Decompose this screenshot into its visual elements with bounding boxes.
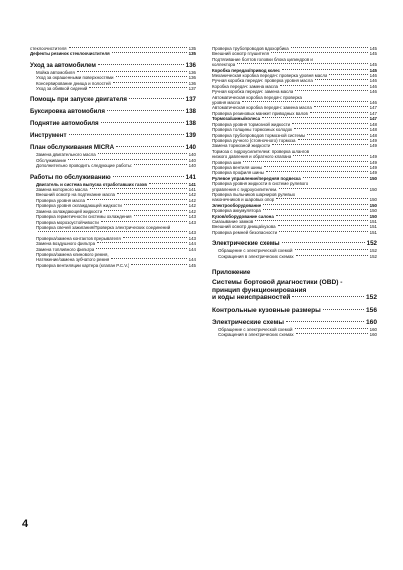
toc-entry-title: Дефекты резинок стеклоочистителя bbox=[30, 51, 110, 57]
toc-page-number: 150 bbox=[369, 175, 377, 181]
toc-entry-title: Тормоза/шины/колеса bbox=[212, 116, 261, 122]
toc-page-number: 138 bbox=[185, 108, 196, 116]
toc-entry[interactable] bbox=[212, 230, 377, 235]
dot-leader bbox=[104, 210, 187, 211]
dot-leader bbox=[69, 47, 187, 48]
toc-entry-title: План обслуживания MICRA bbox=[30, 144, 115, 152]
toc-entry-title: Уход за автомобилем bbox=[30, 61, 96, 69]
toc-right-column bbox=[212, 46, 377, 338]
toc-entry-title: Двигатель и система выпуска отработавших газов bbox=[36, 181, 147, 187]
dot-leader bbox=[90, 188, 187, 189]
toc-entry[interactable] bbox=[212, 254, 377, 259]
toc-page-number: 143 bbox=[188, 214, 196, 220]
dot-leader bbox=[112, 52, 187, 53]
dot-leader bbox=[296, 255, 368, 256]
page-number: 4 bbox=[22, 518, 29, 530]
toc-entry-title: Замена топливного фильтра bbox=[36, 246, 95, 252]
dot-leader bbox=[286, 321, 364, 322]
toc-heading[interactable] bbox=[30, 144, 196, 151]
toc-heading[interactable] bbox=[30, 96, 196, 103]
dot-leader bbox=[295, 90, 367, 91]
toc-page-number: 160 bbox=[369, 332, 377, 338]
toc-entry-title: Проверка трубопроводов вдохорбика bbox=[212, 46, 289, 51]
toc-entry-title: Поднятие автомобиля bbox=[30, 120, 99, 128]
toc-entry-title: Подтягивание болтов головки блока цилиндров и bbox=[212, 56, 313, 62]
dot-leader bbox=[131, 264, 186, 265]
toc-entry-title: принцип функционирования bbox=[212, 286, 307, 294]
toc-page-number: 152 bbox=[366, 240, 377, 248]
toc-page-number: 151 bbox=[369, 229, 377, 235]
toc-page-number: 160 bbox=[365, 319, 377, 327]
toc-entry-title: Коробка передач/привод колес bbox=[212, 67, 280, 73]
dot-leader bbox=[117, 193, 187, 194]
toc-page-number: 141 bbox=[188, 181, 196, 187]
toc-page-number: 150 bbox=[369, 213, 377, 219]
toc-entry-title: Проверка вентиля шины bbox=[212, 164, 263, 170]
toc-entry[interactable] bbox=[30, 263, 196, 268]
dot-leader bbox=[307, 134, 368, 135]
toc-page-number: 146 bbox=[369, 73, 377, 79]
dot-leader bbox=[323, 309, 364, 310]
toc-page-number: 149 bbox=[369, 159, 377, 165]
toc-page-number: 143 bbox=[188, 219, 196, 225]
toc-page-number: 136 bbox=[188, 69, 196, 75]
toc-entry-title: управления с гидроусилителем. bbox=[212, 186, 278, 192]
dot-leader bbox=[329, 74, 367, 75]
toc-page-number: 137 bbox=[188, 86, 196, 92]
toc-entry-text: Проверка свечей зажигания/Проверка электрических соединений bbox=[36, 224, 171, 230]
dot-leader bbox=[111, 258, 186, 259]
toc-page-number: 136 bbox=[188, 80, 196, 86]
toc-entry-title: Уход за обивкой сидений bbox=[36, 86, 88, 92]
toc-entry-title: Сокращения в электрических схемах bbox=[218, 253, 294, 259]
toc-entry-title: Проверка уровня масла bbox=[36, 197, 85, 203]
toc-entry-title: коллектора bbox=[212, 62, 236, 68]
toc-page-number: 146 bbox=[369, 78, 377, 84]
dot-leader bbox=[294, 128, 368, 129]
dot-leader bbox=[68, 159, 186, 160]
toc-entry-title: Проверка морозоустойчивости bbox=[36, 219, 99, 225]
dot-leader bbox=[263, 209, 368, 210]
toc-page-number: 140 bbox=[188, 157, 196, 163]
dot-leader bbox=[242, 101, 368, 102]
toc-page-number: 144 bbox=[188, 246, 196, 252]
toc-entry-title: Системы бортовой диагностики (OBD) - bbox=[212, 279, 343, 287]
toc-page-number: 146 bbox=[369, 83, 377, 89]
dot-leader bbox=[98, 64, 184, 65]
dot-leader bbox=[279, 188, 367, 189]
toc-page-number: 143 bbox=[188, 230, 196, 236]
toc-page-number: 139 bbox=[185, 132, 196, 140]
toc-entry-title: Проверка ручного (стояночного) тормоза bbox=[212, 137, 296, 143]
toc-entry-title: Проверка аккумулятора bbox=[212, 208, 261, 214]
toc-heading[interactable] bbox=[212, 307, 377, 315]
dot-leader bbox=[296, 333, 368, 334]
dot-leader bbox=[282, 69, 368, 70]
toc-entry-title: Проверка трубопроводов тормозной системы bbox=[212, 132, 306, 138]
toc-entry-title: Проверка уровня жидкости в системе рулевого bbox=[212, 181, 309, 187]
toc-entry-title: наконечников и шаровых опор bbox=[212, 197, 275, 203]
toc-entry-title: Автоматическая коробка передач: замена масла bbox=[212, 105, 312, 111]
toc-page-number: 152 bbox=[369, 248, 377, 254]
toc-entry-title: Обращение с электрической схемой bbox=[218, 327, 293, 332]
toc-page-number: 144 bbox=[188, 257, 196, 263]
toc-page-number: 150 bbox=[369, 197, 377, 203]
toc-page-number: 140 bbox=[188, 163, 196, 169]
dot-leader bbox=[87, 199, 187, 200]
toc-left-column bbox=[30, 46, 196, 268]
toc-entry-title: Помощь при запуске двигателя bbox=[30, 96, 127, 104]
toc-heading[interactable] bbox=[30, 62, 196, 69]
dot-leader bbox=[262, 117, 368, 118]
toc-entry-title: и коды неисправностей bbox=[212, 294, 291, 302]
toc-page-number: 136 bbox=[185, 61, 196, 69]
toc-page-number: 148 bbox=[369, 121, 377, 127]
dot-leader bbox=[266, 171, 368, 172]
toc-entry-title: Дополнительно проводить следующие работы: bbox=[36, 163, 133, 169]
toc-page-number: 148 bbox=[369, 127, 377, 133]
toc-page-number: 145 bbox=[369, 46, 377, 51]
toc-entry-title: стеклоочистителя bbox=[30, 46, 67, 51]
toc-page-number: 141 bbox=[185, 173, 196, 181]
toc-entry-title: Буксировка автомобиля bbox=[30, 108, 105, 116]
dot-leader bbox=[116, 76, 187, 77]
toc-page-number: 148 bbox=[369, 132, 377, 138]
toc-entry-title: Замена воздушного фильтра bbox=[36, 241, 96, 247]
toc-entry-title: Проверка резиновых манжет приводных валов bbox=[212, 110, 308, 116]
dot-leader bbox=[314, 106, 368, 107]
dot-leader bbox=[98, 153, 187, 154]
dot-leader bbox=[101, 122, 184, 123]
toc-entry-title: Проверка вентиляции картера (клапан P.C.V.) bbox=[36, 262, 130, 268]
toc-entry-title: Автоматическая коробка передач: проверка bbox=[212, 94, 302, 100]
dot-leader bbox=[69, 134, 184, 135]
toc-entry-title: Замена тормозной жидкости bbox=[212, 143, 271, 149]
dot-leader bbox=[282, 242, 365, 243]
dot-leader bbox=[292, 296, 364, 297]
dot-leader bbox=[124, 204, 187, 205]
toc-page-number: 143 bbox=[188, 235, 196, 241]
toc-page-number: 145 bbox=[369, 67, 377, 73]
toc-entry-title: Ручная коробка передач: проверка уровня масла bbox=[212, 78, 313, 84]
toc-page-number: 146 bbox=[369, 100, 377, 106]
toc-page-number: 152 bbox=[369, 253, 377, 259]
dot-leader bbox=[255, 220, 367, 221]
toc-page-number: 142 bbox=[188, 203, 196, 209]
toc-page-number: 151 bbox=[369, 219, 377, 224]
toc-page-number: 138 bbox=[185, 120, 196, 128]
toc-page-number: 151 bbox=[369, 224, 377, 230]
toc-heading[interactable] bbox=[212, 279, 377, 287]
toc-heading[interactable] bbox=[30, 108, 196, 115]
dot-leader bbox=[149, 183, 187, 184]
dot-leader bbox=[116, 146, 184, 147]
dot-leader bbox=[293, 155, 367, 156]
toc-page-number: 147 bbox=[369, 116, 377, 122]
dot-leader bbox=[298, 139, 368, 140]
toc-entry-title: Электрооборудование bbox=[212, 202, 262, 208]
toc-heading[interactable] bbox=[30, 174, 196, 181]
toc-entry-title: Коробка передач: замена масла bbox=[212, 83, 278, 89]
toc-entry-title: Уход за окрашенными поверхностями bbox=[36, 75, 114, 81]
toc-page-number: 137 bbox=[185, 96, 196, 104]
toc-entry-title: Замена моторного масла bbox=[36, 187, 88, 193]
toc-entry-title: Натяжение/замена зубчатого ремня bbox=[36, 257, 110, 263]
dot-leader bbox=[101, 221, 187, 222]
dot-leader bbox=[292, 123, 368, 124]
toc-page-number: 149 bbox=[369, 154, 377, 160]
toc-heading[interactable] bbox=[30, 120, 196, 127]
toc-page-number: 135 bbox=[188, 46, 196, 51]
dot-leader bbox=[272, 144, 367, 145]
toc-entry-title: Замена охлаждающей жидкости bbox=[36, 208, 103, 214]
toc-page-number: 136 bbox=[188, 75, 196, 81]
toc-page-number: 141 bbox=[188, 187, 196, 193]
toc-entry-title: Консервирование днища и полостей bbox=[36, 80, 111, 86]
toc-page-number: 145 bbox=[369, 62, 377, 68]
toc-entry[interactable] bbox=[30, 163, 196, 168]
toc-page-number: 135 bbox=[188, 51, 196, 57]
toc-entry-title: Тормоза с гидроусилителем: проверка шлангов bbox=[212, 148, 310, 154]
toc-page-number: 149 bbox=[369, 164, 377, 170]
toc-page-number: 147 bbox=[369, 110, 377, 116]
dot-leader bbox=[303, 177, 368, 178]
toc-heading[interactable] bbox=[212, 319, 377, 327]
dot-leader bbox=[310, 112, 368, 113]
toc-page-number: 149 bbox=[369, 170, 377, 176]
toc-entry-title: Механическая коробка передач: проверка уровня масла bbox=[212, 73, 328, 79]
dot-leader bbox=[38, 231, 187, 232]
dot-leader bbox=[237, 63, 368, 64]
dot-leader bbox=[123, 237, 187, 238]
dot-leader bbox=[279, 231, 368, 232]
toc-entry-title: Проверка толщины тормозных колодок bbox=[212, 127, 293, 133]
toc-heading[interactable] bbox=[212, 240, 377, 247]
toc-section-label: Приложение bbox=[212, 269, 251, 277]
toc-page-number: 144 bbox=[188, 241, 196, 247]
toc-entry-title: Внешний осмотр днища/кузова bbox=[212, 224, 276, 230]
toc-entry-title: Обращение с электрической схемой bbox=[218, 248, 293, 254]
toc-heading[interactable] bbox=[212, 294, 377, 302]
toc-page-number: 152 bbox=[365, 294, 377, 302]
dot-leader bbox=[276, 215, 368, 216]
toc-page-number: 147 bbox=[369, 105, 377, 111]
toc-page-number: 142 bbox=[188, 192, 196, 198]
dot-leader bbox=[107, 110, 184, 111]
toc-entry-title: Проверка/замена клинового ремня, bbox=[36, 251, 109, 257]
toc-page-number: 160 bbox=[369, 327, 377, 332]
toc-heading[interactable] bbox=[30, 132, 196, 139]
dot-leader bbox=[97, 242, 187, 243]
toc-entry-title: Сокращения в электрических схемах bbox=[218, 332, 294, 338]
toc-page-number: 149 bbox=[369, 137, 377, 143]
dot-leader bbox=[278, 225, 368, 226]
toc-entry-title: Рулевое управление/передняя подвеска bbox=[212, 175, 301, 181]
toc-entry-title: Проверка герметичности системы охлаждения bbox=[36, 214, 132, 220]
toc-entry-title: Ручная коробка передач: замена масла bbox=[212, 89, 294, 95]
toc-entry-title: Проверка пыльников шарниров рулевых bbox=[212, 191, 296, 197]
toc-page-number: 146 bbox=[369, 89, 377, 95]
dot-leader bbox=[134, 164, 186, 165]
toc-entry-title: Проверка профиля шины bbox=[212, 170, 264, 176]
toc-entry-title: Инструмент bbox=[30, 132, 67, 140]
toc-entry-title: Электрические схемы bbox=[212, 319, 285, 327]
dot-leader bbox=[134, 215, 187, 216]
toc-entry-title: Проверка уровня охлаждающей жидкости bbox=[36, 203, 122, 209]
toc-page-number: 142 bbox=[188, 208, 196, 214]
toc-entry-title: Проверка шин bbox=[212, 159, 242, 165]
toc-entry-title: Внешний осмотр на подтекание масла bbox=[36, 192, 115, 198]
toc-entry-title: Проверка уровня тормозной жидкости bbox=[212, 121, 291, 127]
dot-leader bbox=[113, 82, 187, 83]
toc-entry-title: Внешний осмотр глушителя bbox=[212, 51, 269, 57]
toc-page-number: 145 bbox=[369, 51, 377, 57]
toc-entry-title: Обслуживание bbox=[36, 157, 67, 163]
toc-entry-title: Проверка/замена контактов прерывателя bbox=[36, 235, 121, 241]
toc-entry[interactable] bbox=[30, 86, 196, 91]
dot-leader bbox=[243, 161, 367, 162]
toc-page-number: 142 bbox=[188, 197, 196, 203]
toc-entry-title: Контрольные кузовные размеры bbox=[212, 306, 321, 314]
toc-page-number: 150 bbox=[369, 208, 377, 214]
dot-leader bbox=[96, 248, 186, 249]
toc-entry-title: уровня масла bbox=[212, 100, 241, 106]
dot-leader bbox=[129, 98, 184, 99]
toc-page-number: 150 bbox=[369, 202, 377, 208]
toc-entry-title: Замена двигательного масла bbox=[36, 152, 96, 158]
dot-leader bbox=[276, 198, 367, 199]
dot-leader bbox=[264, 166, 367, 167]
dot-leader bbox=[295, 249, 368, 250]
toc-entry[interactable] bbox=[30, 51, 196, 56]
dot-leader bbox=[77, 71, 187, 72]
toc-entry-title: Проверка ремней безопасности bbox=[212, 229, 278, 235]
dot-leader bbox=[280, 85, 368, 86]
dot-leader bbox=[295, 328, 368, 329]
toc-page-number: 140 bbox=[185, 144, 196, 152]
dot-leader bbox=[315, 79, 368, 80]
toc-entry-title: Мойка автомобиля bbox=[36, 69, 75, 75]
toc-entry-title: Кузов/оборудование салона bbox=[212, 213, 274, 219]
toc-page-number: 145 bbox=[188, 262, 196, 268]
dot-leader bbox=[113, 176, 184, 177]
toc-entry-title: низкого давления и обратного клапана bbox=[212, 154, 292, 160]
toc-entry-title: Работы по обслуживанию bbox=[30, 173, 111, 181]
toc-page-number: 150 bbox=[369, 186, 377, 192]
toc-page-number: 140 bbox=[188, 152, 196, 158]
toc-entry-title: Электрические схемы bbox=[212, 240, 280, 248]
toc-page-number: 149 bbox=[369, 143, 377, 149]
dot-leader bbox=[291, 47, 368, 48]
dot-leader bbox=[263, 204, 367, 205]
dot-leader bbox=[89, 87, 186, 88]
toc-entry[interactable] bbox=[212, 332, 377, 337]
toc-page-number: 156 bbox=[365, 306, 377, 314]
dot-leader bbox=[271, 52, 368, 53]
toc-entry-title: Смазывание замков bbox=[212, 219, 254, 224]
